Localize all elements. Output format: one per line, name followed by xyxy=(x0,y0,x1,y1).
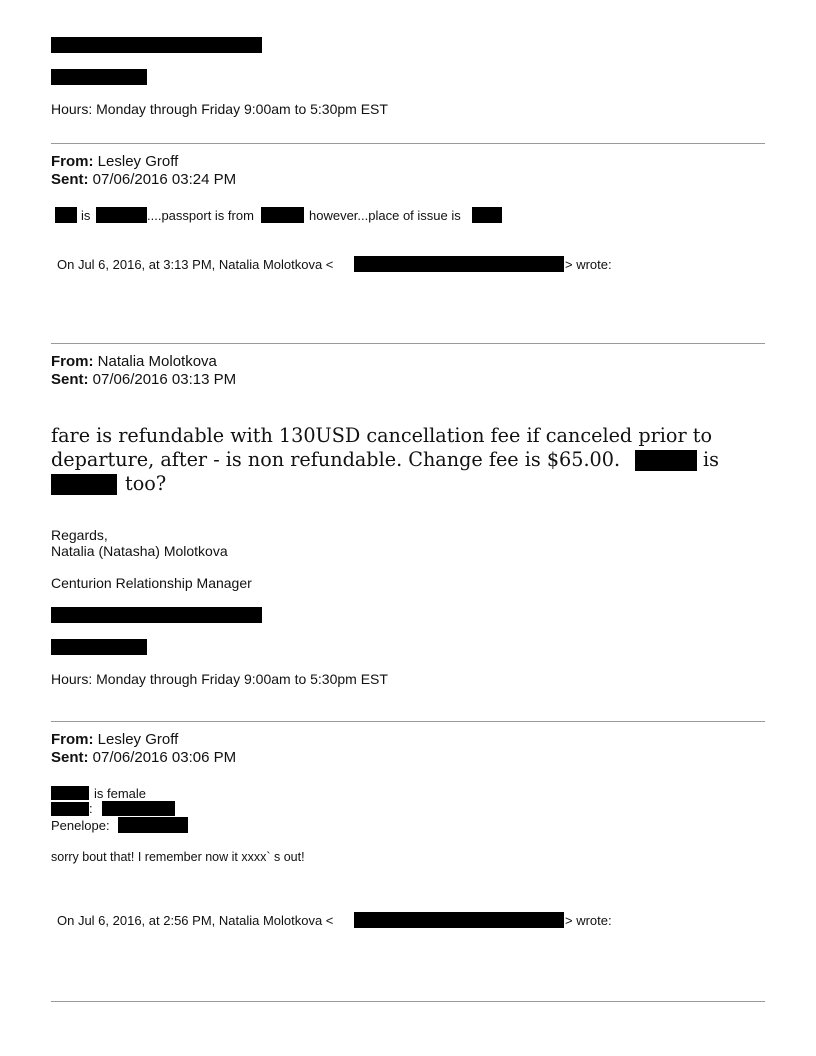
sent-date: 07/06/2016 03:06 PM xyxy=(92,749,237,766)
redacted-block xyxy=(635,450,697,471)
redacted-email xyxy=(354,256,564,272)
sent-line xyxy=(51,749,236,767)
redacted-block xyxy=(55,207,77,223)
from-label: From: xyxy=(51,731,94,748)
signature-name: Natalia (Natasha) Molotkova xyxy=(51,543,228,559)
redacted-block xyxy=(261,207,304,223)
divider xyxy=(51,1001,765,1002)
signature-title: Centurion Relationship Manager xyxy=(51,575,252,591)
from-label: From: xyxy=(51,353,94,370)
divider xyxy=(51,721,765,722)
from-line xyxy=(51,731,178,749)
from-line xyxy=(51,353,217,371)
body-text: is xyxy=(81,208,91,223)
body-text: : xyxy=(89,801,93,816)
quote-suffix: > wrote: xyxy=(565,913,612,928)
body-text: sorry bout that! I remember now it xxxx` s out! xyxy=(51,850,305,864)
sent-date: 07/06/2016 03:24 PM xyxy=(92,171,237,188)
sent-date: 07/06/2016 03:13 PM xyxy=(92,371,237,388)
redacted-block xyxy=(472,207,502,223)
redacted-block xyxy=(51,802,89,816)
redacted-block xyxy=(102,801,175,816)
sent-line xyxy=(51,171,236,189)
body-text: however...place of issue is xyxy=(309,208,461,223)
redacted-block xyxy=(51,786,89,800)
from-line xyxy=(51,153,178,171)
body-text: is female xyxy=(94,786,147,801)
redacted-block xyxy=(51,37,262,53)
message-line: fare is refundable with 130USD cancellation fee if canceled prior to xyxy=(51,424,712,447)
redacted-email xyxy=(354,912,564,928)
from-label: From: xyxy=(51,153,94,170)
redacted-block xyxy=(51,69,147,85)
quote-prefix: On Jul 6, 2016, at 3:13 PM, Natalia Molotkova < xyxy=(57,257,334,272)
quote-intro xyxy=(57,913,333,928)
body-text: Penelope: xyxy=(51,818,110,833)
body-text: ....passport is from xyxy=(147,208,254,223)
hours-text: Hours: Monday through Friday 9:00am to 5:30pm EST xyxy=(51,671,388,687)
message-text: is xyxy=(703,448,719,471)
divider xyxy=(51,143,765,144)
divider xyxy=(51,343,765,344)
redacted-block xyxy=(51,607,262,623)
quote-prefix: On Jul 6, 2016, at 2:56 PM, Natalia Molotkova < xyxy=(57,913,334,928)
hours-text: Hours: Monday through Friday 9:00am to 5:30pm EST xyxy=(51,101,388,117)
sent-label: Sent: xyxy=(51,749,89,766)
quote-suffix: > wrote: xyxy=(565,257,612,272)
from-name: Natalia Molotkova xyxy=(97,353,217,370)
redacted-block xyxy=(51,639,147,655)
sent-label: Sent: xyxy=(51,371,89,388)
from-name: Lesley Groff xyxy=(97,731,179,748)
sent-line xyxy=(51,371,236,389)
quote-intro xyxy=(57,257,333,272)
redacted-block xyxy=(96,207,147,223)
from-name: Lesley Groff xyxy=(97,153,179,170)
message-text: too? xyxy=(125,472,167,495)
sent-label: Sent: xyxy=(51,171,89,188)
message-line: departure, after - is non refundable. Change fee is $65.00. xyxy=(51,448,621,471)
regards: Regards, xyxy=(51,527,108,543)
redacted-block xyxy=(51,474,117,495)
redacted-block xyxy=(118,817,188,833)
